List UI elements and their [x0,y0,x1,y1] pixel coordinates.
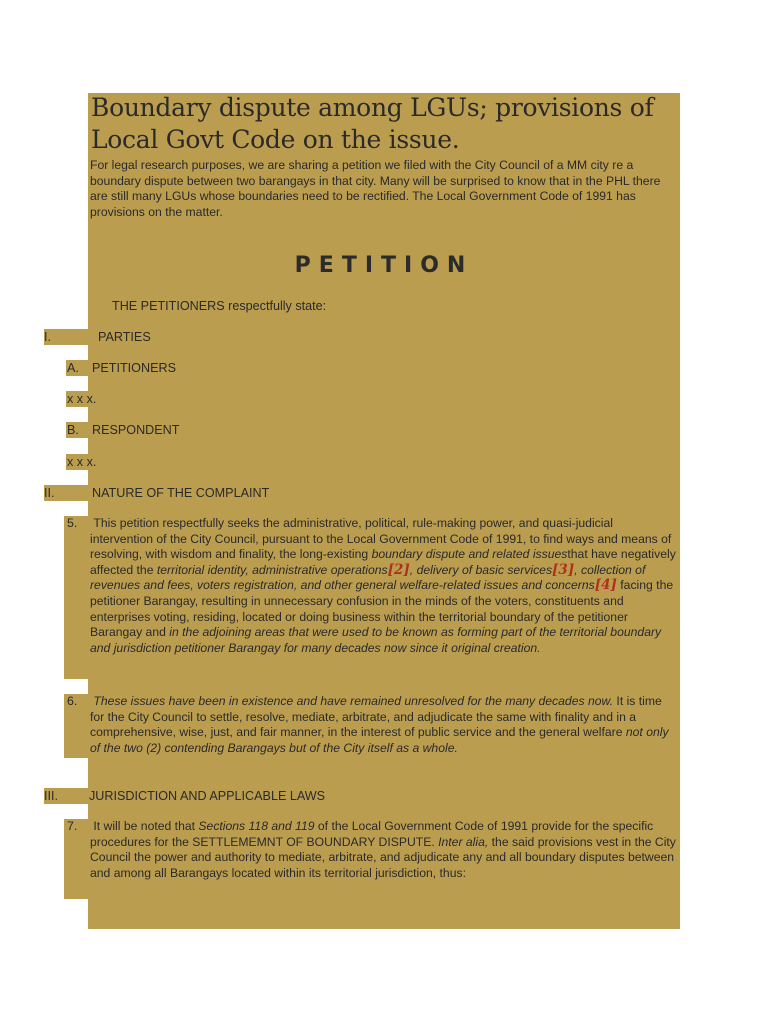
paragraph-5: This petition respectfully seeks the administrative, political, rule-making power, and quasi-judicial intervention of the City Council, pursuant to the Local Government Code of 1991, to find ways and means of resolving, with wisdom and finality, the long-existing boundary dispute and related issuesthat have negatively affected the territorial identity, administrative operations[2], delivery of basic services[3], collection of revenues and fees, voters registration, and other general welfare-related issues and concerns[4] facing the petitioner Barangay, resulting in unnecessary confusion in the minds of the voters, constituents and enterprises voting, residing, located or doing business within the territorial boundary of the petitioner Barangay and in the adjoining areas that were used to be known as forming part of the territorial boundary and jurisdiction petitioner Barangay for many decades now since it original creation. [90,516,676,655]
paragraph-number-highlight [64,516,90,679]
section-heading-nature: NATURE OF THE COMPLAINT [92,486,270,500]
section-number: I. [44,330,51,344]
petition-heading: PETITION [294,253,474,278]
footnote-ref[interactable]: [3] [552,561,575,578]
section-heading-jurisdiction: JURISDICTION AND APPLICABLE LAWS [89,789,326,803]
section-number: II. [44,486,55,500]
paragraph-number: 7. [67,819,78,833]
intro-paragraph: For legal research purposes, we are sharing a petition we filed with the City Council of a MM city re a boundary dispute between two barangays in that city. Many will be surprised to know that in the PHL there are still many LGUs whose boundaries need to be rectified. The Local Government Code of 1991 has provisions on the matter. [90,158,661,219]
page-title: Boundary dispute among LGUs; provisions of Local Govt Code on the issue. [91,93,654,154]
subsection-heading-petitioners: PETITIONERS [92,361,176,375]
section-number: III. [44,789,58,803]
paragraph-number: 5. [67,516,78,530]
paragraph-number: 6. [67,694,78,708]
subsection-heading-respondent: RESPONDENT [92,423,180,437]
paragraph-6: These issues have been in existence and have remained unresolved for the many decades now. It is time for the City Council to settle, resolve, mediate, arbitrate, and adjudicate the same with finality and in a comprehensive, wise, just, and fair manner, in the interest of public service and the general welfare not only of the two (2) contending Barangays but of the City itself as a whole. [90,694,669,755]
section-heading-parties: PARTIES [98,330,151,344]
footnote-ref[interactable]: [4] [594,577,617,594]
omitted-text-marker: x x x. [67,392,97,406]
omitted-text-marker: x x x. [67,455,97,469]
subsection-number: A. [67,361,79,375]
footnote-ref[interactable]: [2] [387,561,410,578]
opening-statement: THE PETITIONERS respectfully state: [112,299,327,313]
subsection-number: B. [67,423,79,437]
paragraph-7: It will be noted that Sections 118 and 119 of the Local Government Code of 1991 provide for the specific procedures for the SETTLEMEMNT OF BOUNDARY DISPUTE. Inter alia, the said provisions vest in the City Council the power and authority to mediate, arbitrate, and adjudicate any and all boundary disputes between and among all Barangays located within its territorial jurisdiction, thus: [90,819,676,880]
